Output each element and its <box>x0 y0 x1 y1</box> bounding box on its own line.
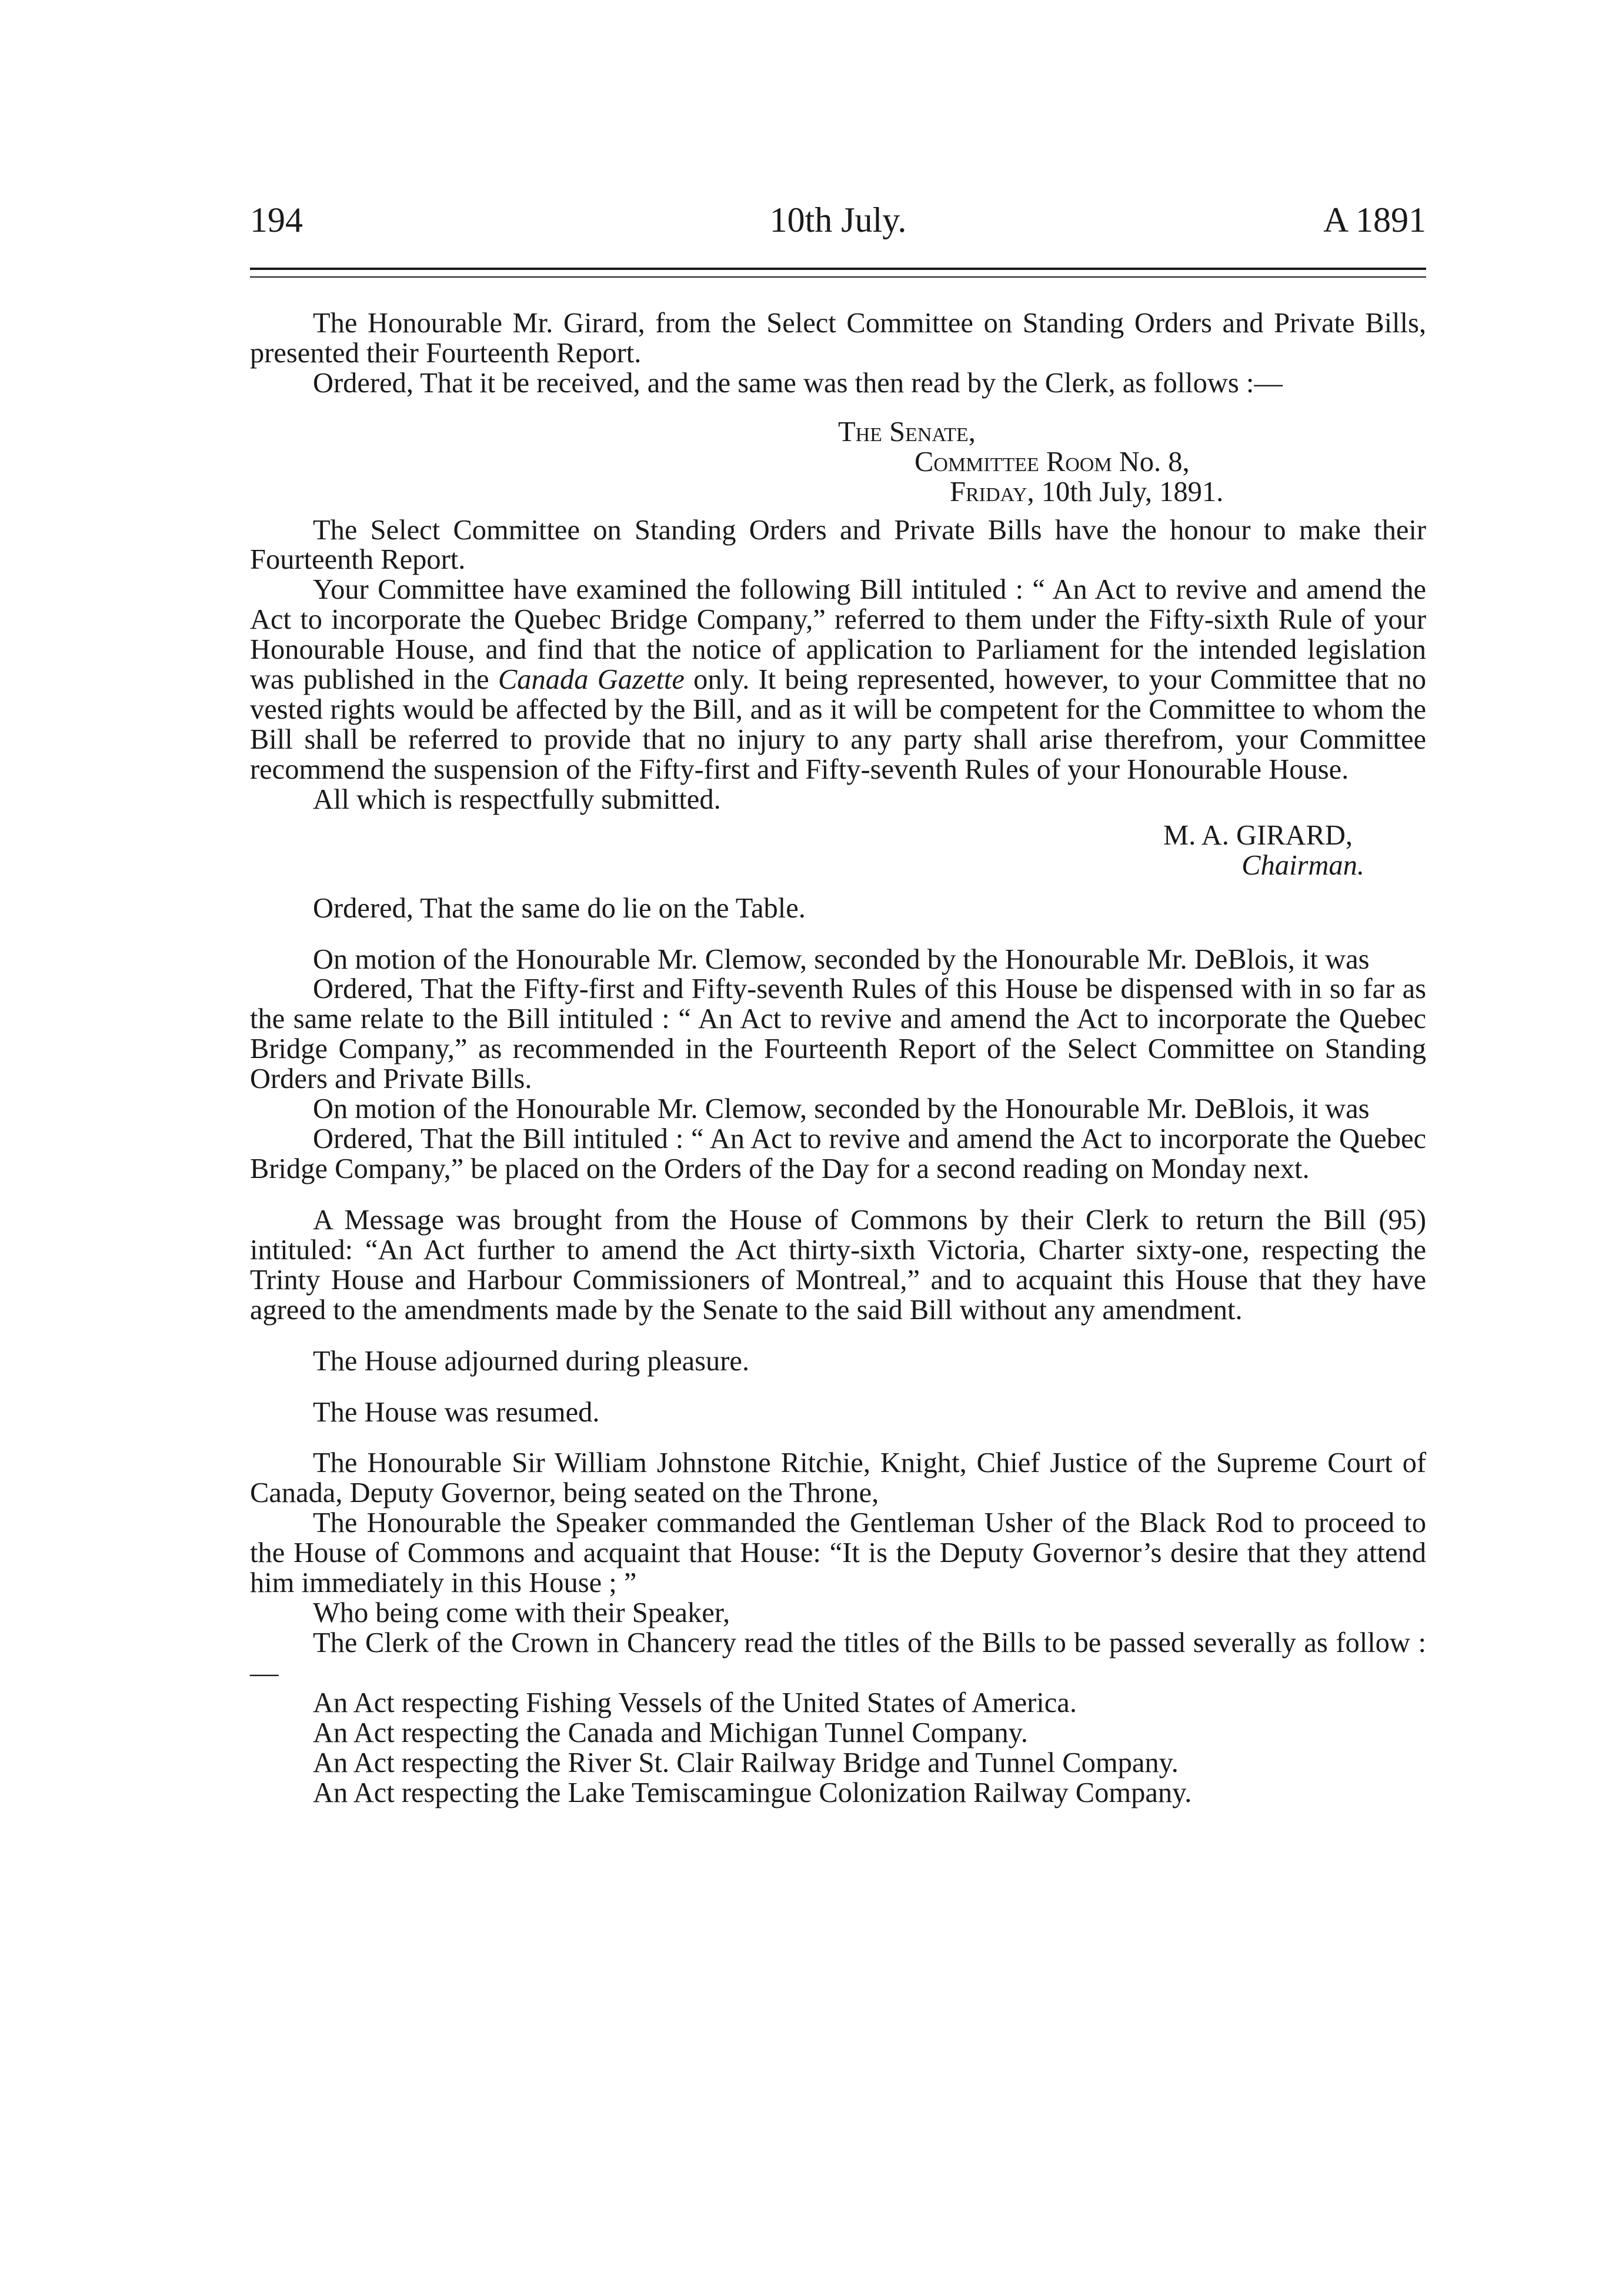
address-room: Committee Room <box>915 446 1112 478</box>
gazette-name: Canada Gazette <box>498 664 685 696</box>
bill-title: An Act respecting Fishing Vessels of the United States of America. <box>313 1687 1077 1718</box>
motion-paragraph: On motion of the Honourable Mr. Clemow, seconded by the Honourable Mr. DeBlois, it was <box>313 1093 1370 1125</box>
closing-paragraph: The Honourable Sir William Johnstone Ritchie, Knight, Chief Justice of the Supreme Court of Canada, Deputy Governor, being seated on the Throne, <box>250 1447 1426 1509</box>
address-date: 10th July, 1891. <box>1041 476 1224 508</box>
motion-paragraph: Ordered, That the Fifty-first and Fifty-seventh Rules of this House be dispensed with in so far as the same relate to the Bill intituled : “ An Act to revive and amend the Act to incorporate the Quebec Bridge Company,” as recommended in the Fourteenth Report of the Select Committee on Standing Orders and Private Bills. <box>250 973 1426 1095</box>
report-text: Your Committee have examined the following Bill intituled : “ An Act to revive and amend the Act to incorporate the Quebec Bridge Company,” referred to them under the Fifty-sixth Rule of your Honourable House, and find that the notice of application to Parliament for the intended legislation was published in the <box>250 574 1426 696</box>
closing-paragraph: Who being come with their Speaker, <box>313 1597 730 1629</box>
page-header <box>250 200 1426 253</box>
page-number: 194 <box>250 201 303 239</box>
bill-title: An Act respecting the River St. Clair Railway Bridge and Tunnel Company. <box>313 1747 1179 1778</box>
signature-title: Chairman. <box>1241 849 1364 881</box>
motion-paragraph: On motion of the Honourable Mr. Clemow, seconded by the Honourable Mr. DeBlois, it was <box>313 943 1370 975</box>
closing-paragraph: The Clerk of the Crown in Chancery read the titles of the Bills to be passed severally as follow :— <box>250 1627 1426 1688</box>
report-paragraph: All which is respectfully submitted. <box>313 783 721 815</box>
header-rule-thick <box>250 268 1426 270</box>
header-date: 10th July. <box>769 201 907 239</box>
paragraph: Ordered, That it be received, and the same was then read by the Clerk, as follows :— <box>313 367 1283 399</box>
bill-title: An Act respecting the Canada and Michigan Tunnel Company. <box>313 1717 1028 1748</box>
report-address <box>250 418 1426 508</box>
bill-title: An Act respecting the Lake Temiscamingue Colonization Railway Company. <box>313 1777 1192 1808</box>
message-paragraph: A Message was brought from the House of Commons by their Clerk to return the Bill (95) intituled: “An Act further to amend the Act thirty-sixth Victoria, Charter sixty-one, respecting the Trinty House and Harbour Commissioners of Montreal,” and to acquaint this House that they have agreed to the amendments made by the Senate to the said Bill without any amendment. <box>250 1204 1426 1326</box>
paragraph: The Honourable Mr. Girard, from the Select Committee on Standing Orders and Private Bills, presented their Fourteenth Report. <box>250 308 1426 369</box>
report-paragraph <box>250 575 1426 785</box>
signature-name: M. A. GIRARD, <box>1163 819 1353 851</box>
closing-paragraph: The Honourable the Speaker commanded the Gentleman Usher of the Black Rod to proceed to the House of Commons and acquaint that House: “It is the Deputy Governor’s desire that they attend him immediately in this House ; ” <box>250 1507 1426 1599</box>
report-text: only. It being represented, however, to your Committee that no vested rights would be affected by the Bill, and as it will be competent for the Committee to whom the Bill shall be referred to provide that no injury to any party shall arise therefrom, your Committee recommend the suspension of the Fifty-first and Fifty-seventh Rules of your Honourable House. <box>250 664 1426 785</box>
address-day: Friday, <box>950 476 1034 508</box>
address-line: The Senate, <box>838 416 976 448</box>
paragraph: The House adjourned during pleasure. <box>313 1345 750 1377</box>
report-paragraph: The Select Committee on Standing Orders and Private Bills have the honour to make their Fourteenth Report. <box>250 514 1426 576</box>
address-line <box>250 448 1426 478</box>
page-body <box>250 309 1426 1808</box>
paragraph: The House was resumed. <box>313 1396 600 1428</box>
address-room-number: No. 8, <box>1119 446 1190 478</box>
header-year: A 1891 <box>1323 201 1426 239</box>
header-rule-thin <box>250 276 1426 278</box>
address-line <box>250 478 1426 508</box>
paragraph: Ordered, That the same do lie on the Table. <box>313 892 806 924</box>
motion-paragraph: Ordered, That the Bill intituled : “ An Act to revive and amend the Act to incorporate the Quebec Bridge Company,” be placed on the Orders of the Day for a second reading on Monday next. <box>250 1123 1426 1184</box>
